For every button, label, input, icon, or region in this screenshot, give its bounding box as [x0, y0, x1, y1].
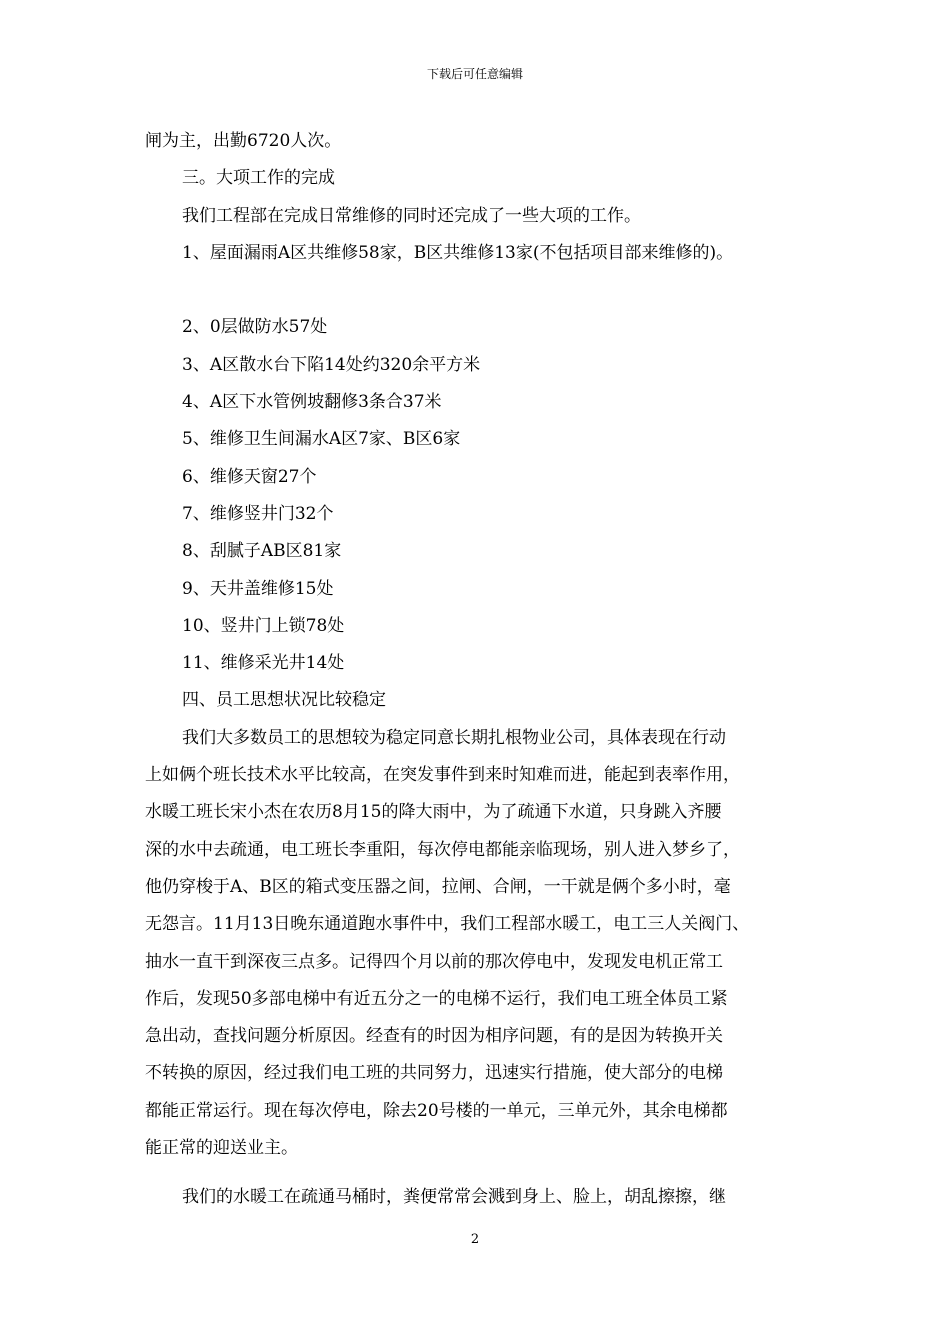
page-number: 2	[470, 1232, 480, 1247]
list-item: 4、A区下水管例坡翻修3条合37米	[182, 392, 442, 413]
page-header: 下载后可任意编辑	[426, 67, 523, 81]
list-item: 7、维修竖井门32个	[182, 503, 334, 524]
blank-line	[145, 272, 815, 309]
list-item: 3、A区散水台下陷14处约320余平方米	[182, 354, 481, 375]
paragraph-line: 我们的水暖工在疏通马桶时，粪便常常会溅到身上、脸上，胡乱擦擦，继	[182, 1187, 726, 1208]
paragraph-line: 我们大多数员工的思想较为稳定同意长期扎根物业公司，具体表现在行动	[182, 727, 726, 748]
paragraph-gap	[145, 1167, 815, 1179]
paragraph-line: 抽水一直干到深夜三点多。记得四个月以前的那次停电中，发现发电机正常工	[145, 951, 723, 972]
list-item: 9、天井盖维修15处	[182, 578, 334, 599]
list-item: 5、维修卫生间漏水A区7家、B区6家	[182, 429, 461, 450]
paragraph-line: 都能正常运行。现在每次停电，除去20号楼的一单元，三单元外，其余电梯都	[145, 1100, 728, 1121]
document-body	[145, 123, 815, 1217]
paragraph-line: 深的水中去疏通，电工班长李重阳，每次停电都能亲临现场，别人进入梦乡了，	[145, 839, 740, 860]
paragraph-line: 作后，发现50多部电梯中有近五分之一的电梯不运行，我们电工班全体员工紧	[145, 988, 728, 1009]
list-item: 6、维修天窗27个	[182, 466, 317, 487]
body-line: 闸为主，出勤6720人次。	[145, 131, 342, 151]
list-item: 2、0层做防水57处	[182, 317, 328, 338]
section-heading: 四、员工思想状况比较稳定	[182, 690, 386, 711]
list-item: 11、维修采光井14处	[182, 653, 345, 674]
list-item: 10、竖井门上锁78处	[182, 615, 345, 636]
paragraph-line: 能正常的迎送业主。	[145, 1138, 298, 1159]
section-heading: 三。大项工作的完成	[182, 168, 335, 189]
paragraph-line: 上如俩个班长技术水平比较高，在突发事件到来时知难而进，能起到表率作用，	[145, 765, 740, 786]
paragraph-line: 急出动，查找问题分析原因。经查有的时因为相序问题，有的是因为转换开关	[145, 1026, 723, 1047]
paragraph-line: 他仍穿梭于A、B区的箱式变压器之间，拉闸、合闸，一干就是俩个多小时，毫	[145, 876, 731, 897]
list-item: 1、屋面漏雨A区共维修58家，B区共维修13家(不包括项目部来维修的)。	[182, 242, 734, 263]
paragraph-line: 无怨言。11月13日晚东通道跑水事件中，我们工程部水暖工，电工三人关阀门、	[145, 914, 750, 935]
paragraph-line: 水暖工班长宋小杰在农历8月15的降大雨中，为了疏通下水道，只身跳入齐腰	[145, 802, 722, 823]
body-line: 我们工程部在完成日常维修的同时还完成了一些大项的工作。	[182, 205, 641, 226]
list-item: 8、刮腻子AB区81家	[182, 541, 342, 562]
paragraph-line: 不转换的原因，经过我们电工班的共同努力，迅速实行措施，使大部分的电梯	[145, 1063, 723, 1084]
